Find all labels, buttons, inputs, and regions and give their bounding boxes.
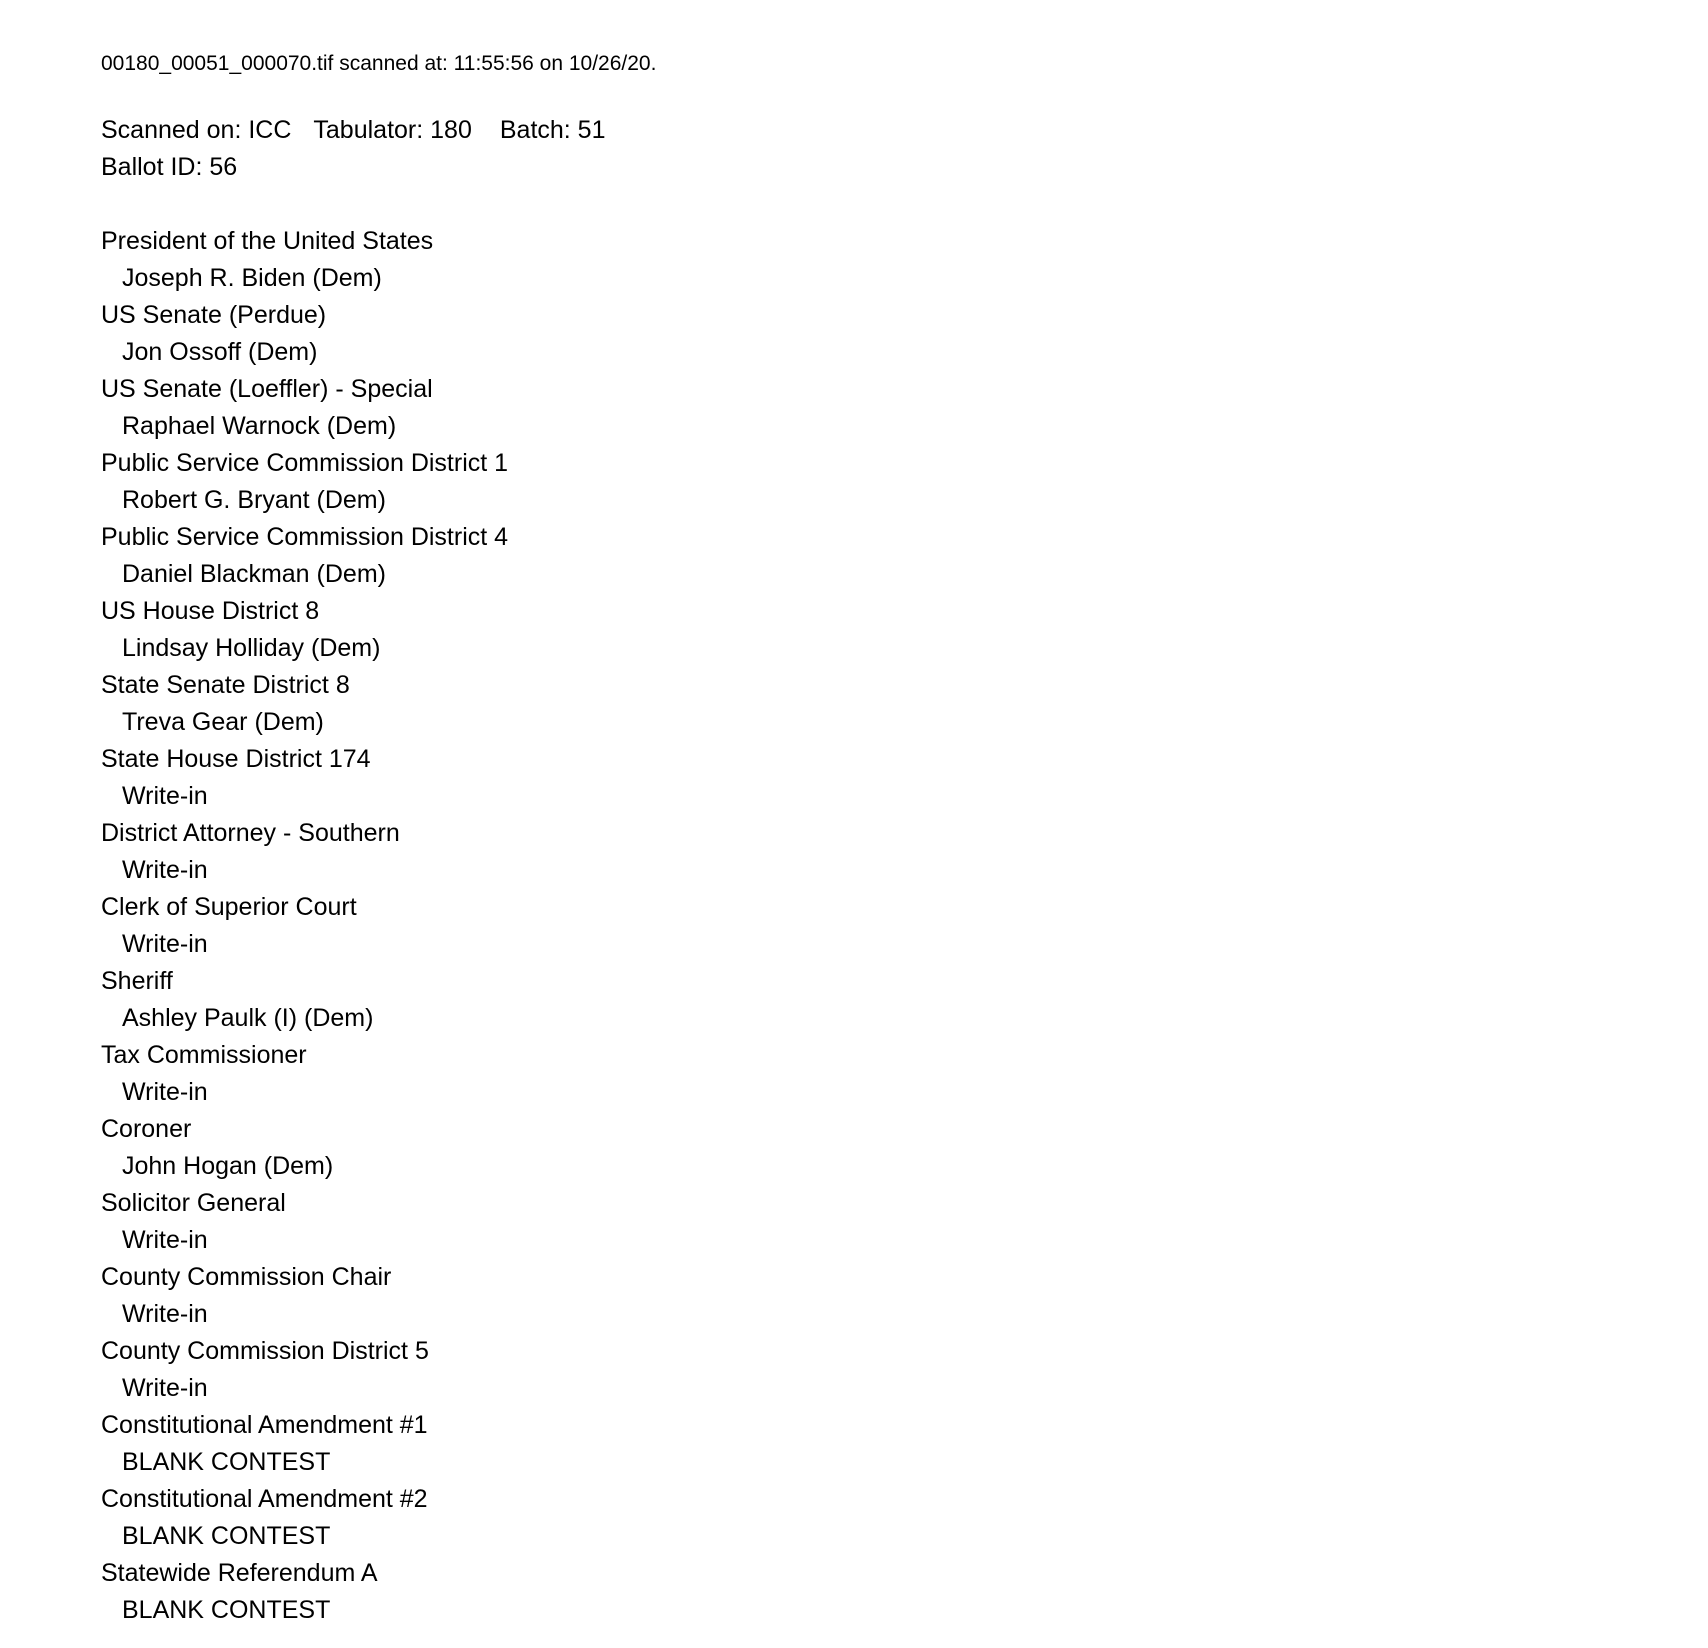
contest-title: US House District 8: [101, 597, 320, 625]
contest-title: State Senate District 8: [101, 671, 350, 699]
contest-title: Statewide Referendum A: [101, 1559, 378, 1587]
tabulator-label: Tabulator: 180: [313, 116, 472, 144]
contest-choice: Write-in: [122, 1078, 208, 1106]
contest-choice: Lindsay Holliday (Dem): [122, 634, 381, 662]
contest-title: State House District 174: [101, 745, 371, 773]
contest-choice: Daniel Blackman (Dem): [122, 560, 386, 588]
scan-details-row: [101, 112, 606, 149]
contest-choice: BLANK CONTEST: [122, 1596, 331, 1624]
contest-title: Solicitor General: [101, 1189, 286, 1217]
ballot-metadata: [101, 112, 606, 186]
contest-title: County Commission District 5: [101, 1337, 429, 1365]
contest-choice: Write-in: [122, 1226, 208, 1254]
contest-choice: Treva Gear (Dem): [122, 708, 324, 736]
contest-choice: Write-in: [122, 856, 208, 884]
contest-title: Public Service Commission District 4: [101, 523, 509, 551]
ballot-id-label: Ballot ID: 56: [101, 153, 238, 181]
contest-title: Coroner: [101, 1115, 192, 1143]
batch-label: Batch: 51: [499, 116, 606, 144]
contest-choice: BLANK CONTEST: [122, 1448, 331, 1476]
contest-title: Constitutional Amendment #1: [101, 1411, 428, 1439]
contest-title: President of the United States: [101, 227, 434, 255]
contest-title: US Senate (Perdue): [101, 301, 327, 329]
ballot-id-row: [101, 149, 606, 186]
contest-choice: Raphael Warnock (Dem): [122, 412, 397, 440]
contest-choice: Robert G. Bryant (Dem): [122, 486, 386, 514]
contest-title: Constitutional Amendment #2: [101, 1485, 428, 1513]
contest-title: District Attorney - Southern: [101, 819, 400, 847]
contest-choice: Ashley Paulk (I) (Dem): [122, 1004, 374, 1032]
contest-title: Tax Commissioner: [101, 1041, 307, 1069]
contest-title: Public Service Commission District 1: [101, 449, 509, 477]
contest-choice: Write-in: [122, 1374, 208, 1402]
scan-info-line: 00180_00051_000070.tif scanned at: 11:55:56 on 10/26/20.: [101, 52, 657, 75]
contest-title: Sheriff: [101, 967, 173, 995]
contest-choice: Write-in: [122, 1300, 208, 1328]
contest-choice: Joseph R. Biden (Dem): [122, 264, 382, 292]
contest-choice: John Hogan (Dem): [122, 1152, 334, 1180]
contest-choice: Write-in: [122, 930, 208, 958]
contest-choice: BLANK CONTEST: [122, 1522, 331, 1550]
contest-title: Clerk of Superior Court: [101, 893, 357, 921]
contest-list: [101, 223, 508, 1629]
contest-title: County Commission Chair: [101, 1263, 392, 1291]
contest-title: US Senate (Loeffler) - Special: [101, 375, 433, 403]
contest-choice: Write-in: [122, 782, 208, 810]
contest-choice: Jon Ossoff (Dem): [122, 338, 318, 366]
scanned-on-label: Scanned on: ICC: [101, 116, 292, 144]
